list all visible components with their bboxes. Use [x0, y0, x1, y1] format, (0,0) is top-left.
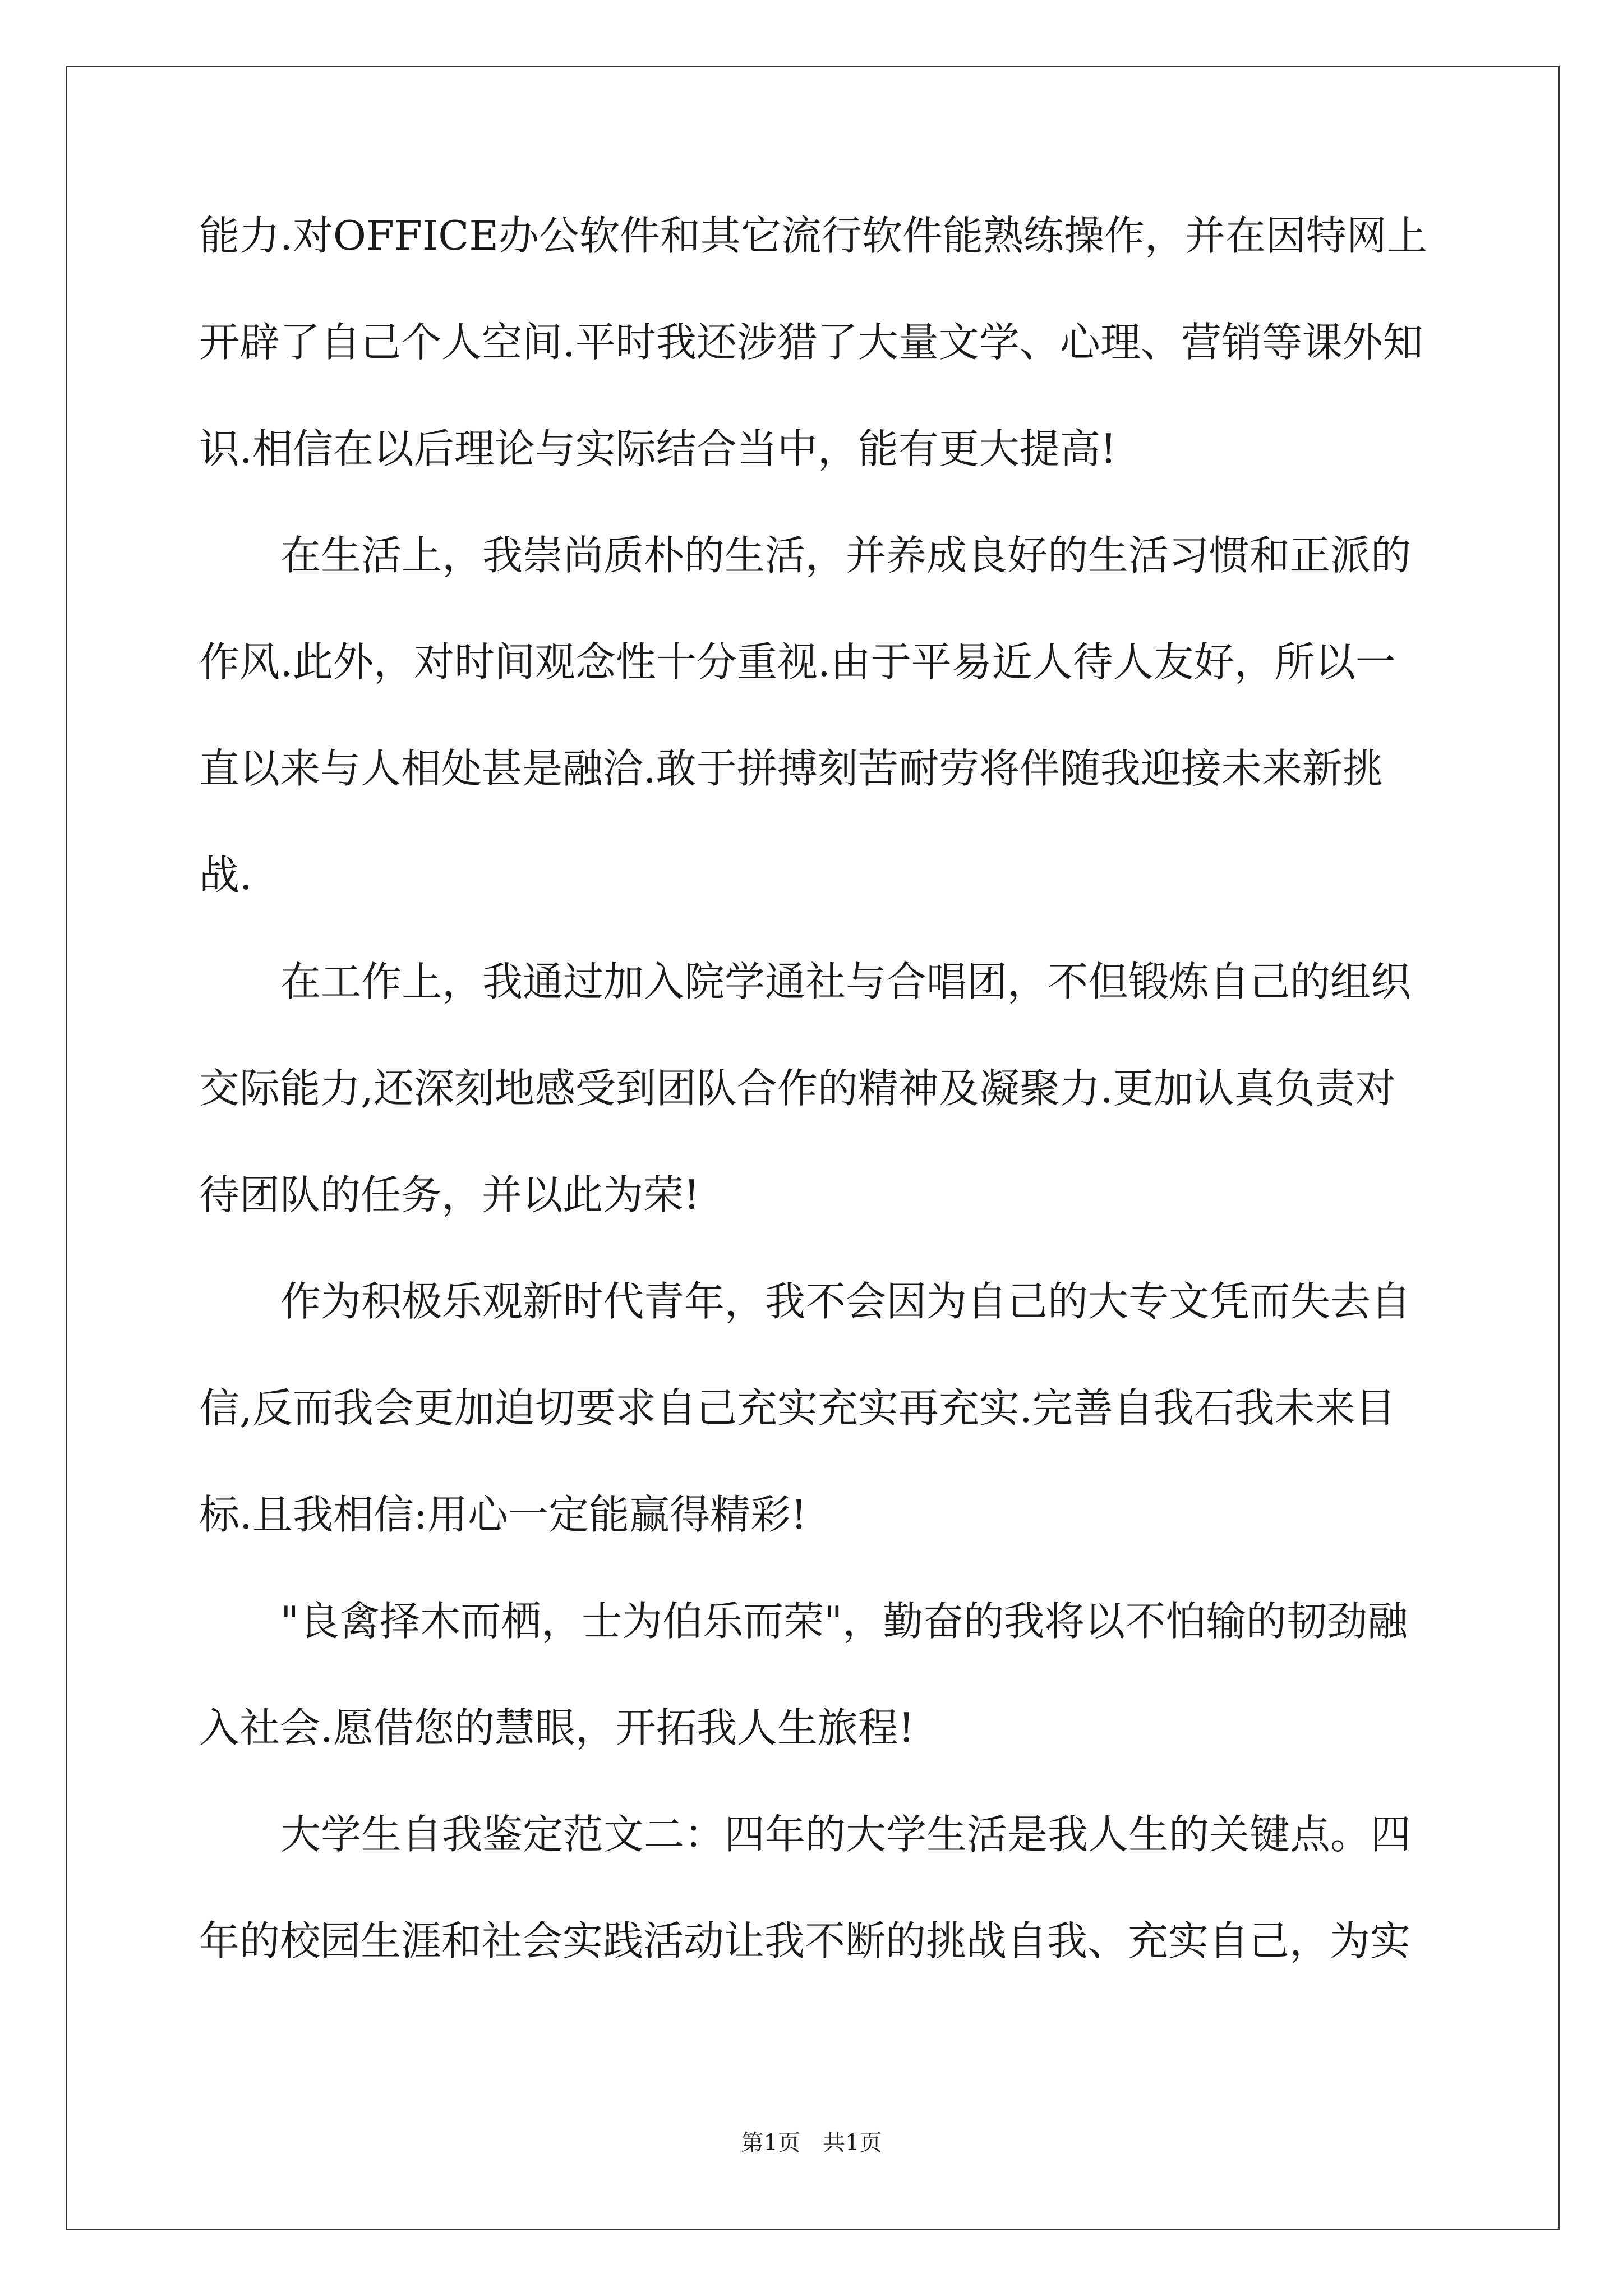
text-line: 开辟了自己个人空间.平时我还涉猎了大量文学、心理、营销等课外知: [199, 319, 1423, 366]
paragraph-first-line: 作为积极乐观新时代青年，我不会因为自己的大专文凭而失去自: [280, 1278, 1412, 1325]
paragraph-first-line: 在生活上，我崇尚质朴的生活，并养成良好的生活习惯和正派的: [280, 532, 1412, 579]
page-border: [66, 66, 1560, 2230]
paragraph-first-line: 在工作上，我通过加入院学通社与合唱团，不但锻炼自己的组织: [280, 958, 1412, 1005]
text-line: 战.: [199, 852, 252, 899]
text-line: 作风.此外，对时间观念性十分重视.由于平易近人待人友好，所以一: [199, 638, 1396, 685]
text-line: 直以来与人相处甚是融洽.敢于拼搏刻苦耐劳将伴随我迎接未来新挑: [199, 745, 1383, 792]
paragraph-first-line: "良禽择木而栖，士为伯乐而荣"，勤奋的我将以不怕输的韧劲融: [280, 1598, 1408, 1645]
text-line: 入社会.愿借您的慧眼，开拓我人生旅程!: [199, 1704, 915, 1751]
page-number: 第1页 共1页: [741, 2130, 882, 2156]
text-line: 识.相信在以后理论与实际结合当中，能有更大提高!: [199, 425, 1117, 472]
text-line: 标.且我相信:用心一定能赢得精彩!: [199, 1491, 808, 1538]
text-line: 交际能力,还深刻地感受到团队合作的精神及凝聚力.更加认真负责对: [199, 1065, 1396, 1112]
text-line: 能力.对OFFICE办公软件和其它流行软件能熟练操作，并在因特网上: [199, 212, 1427, 259]
text-line: 待团队的任务，并以此为荣!: [199, 1171, 700, 1218]
text-line: 信,反而我会更加迫切要求自己充实充实再充实.完善自我石我未来目: [199, 1384, 1396, 1432]
paragraph-first-line: 大学生自我鉴定范文二：四年的大学生活是我人生的关键点。四: [280, 1811, 1412, 1858]
text-line: 年的校园生涯和社会实践活动让我不断的挑战自我、充实自己，为实: [199, 1917, 1411, 1964]
